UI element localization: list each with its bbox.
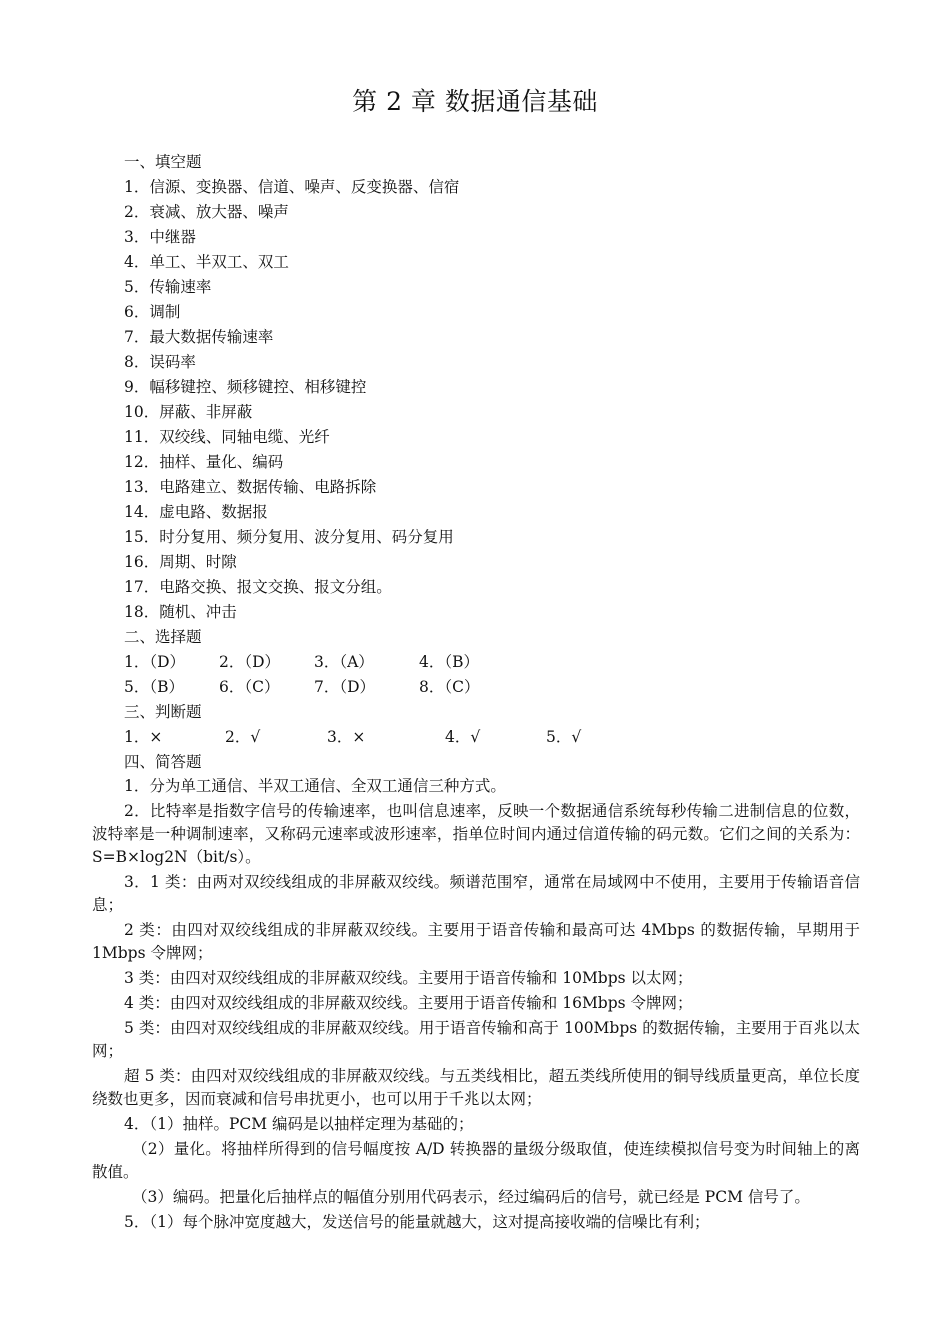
fill-item: 13．电路建立、数据传输、电路拆除 xyxy=(124,478,377,496)
page-title: 第 2 章 数据通信基础 xyxy=(352,87,598,116)
fill-item: 11．双绞线、同轴电缆、光纤 xyxy=(124,428,330,446)
choice-answer: 3．（A） xyxy=(314,653,374,671)
judge-answer: 1．× xyxy=(124,728,163,746)
fill-item: 9．幅移键控、频移键控、相移键控 xyxy=(124,378,367,396)
short-answer-paragraph: （3）编码。把量化后抽样点的幅值分别用代码表示，经过编码后的信号，就已经是 PCM 信号了。 xyxy=(132,1188,810,1206)
judge-answer: 4．√ xyxy=(445,728,481,746)
choice-answer: 1．（D） xyxy=(124,653,186,671)
section-heading-short: 四、简答题 xyxy=(124,753,202,771)
fill-item: 8．误码率 xyxy=(124,353,196,371)
short-answer-paragraph: 1．分为单工通信、半双工通信、全双工通信三种方式。 xyxy=(124,777,506,795)
short-answer-paragraph: 4．（1）抽样。PCM 编码是以抽样定理为基础的； xyxy=(124,1115,474,1133)
choice-answer: 5．（B） xyxy=(124,678,185,696)
short-answer-paragraph: 3．1 类：由两对双绞线组成的非屏蔽双绞线。频谱范围窄，通常在局域网中不使用，主要用于传输语音信息； xyxy=(92,873,860,914)
short-answer-paragraph: 4 类：由四对双绞线组成的非屏蔽双绞线。主要用于语音传输和 16Mbps 令牌网； xyxy=(124,994,693,1012)
judge-row xyxy=(92,725,860,750)
fill-item: 12．抽样、量化、编码 xyxy=(124,453,284,471)
judge-answer: 3．× xyxy=(327,728,366,746)
section-heading-judge: 三、判断题 xyxy=(124,703,202,721)
choice-answer: 8．（C） xyxy=(419,678,480,696)
short-answer-paragraph: 5 类：由四对双绞线组成的非屏蔽双绞线。用于语音传输和高于 100Mbps 的数据传输，主要用于百兆以太网； xyxy=(92,1019,860,1060)
choice-answer: 7．（D） xyxy=(314,678,376,696)
fill-item: 4．单工、半双工、双工 xyxy=(124,253,289,271)
short-answer-paragraph: 2 类：由四对双绞线组成的非屏蔽双绞线。主要用于语音传输和最高可达 4Mbps 的数据传输，早期用于 1Mbps 令牌网； xyxy=(92,921,860,962)
short-answer-paragraph: 超 5 类：由四对双绞线组成的非屏蔽双绞线。与五类线相比，超五类线所使用的铜导线质量更高，单位长度绕数也更多，因而衰减和信号串扰更小，也可以用于千兆以太网； xyxy=(92,1067,860,1108)
judge-answer: 2．√ xyxy=(225,728,261,746)
fill-item: 18．随机、冲击 xyxy=(124,603,237,621)
choice-answer: 2．（D） xyxy=(219,653,281,671)
fill-item: 15．时分复用、频分复用、波分复用、码分复用 xyxy=(124,528,454,546)
judge-answer: 5．√ xyxy=(546,728,582,746)
short-answer-paragraph: 5．（1）每个脉冲宽度越大，发送信号的能量就越大，这对提高接收端的信噪比有利； xyxy=(124,1213,710,1231)
fill-item: 1．信源、变换器、信道、噪声、反变换器、信宿 xyxy=(124,178,460,196)
choice-row xyxy=(92,650,860,675)
section-heading-choice: 二、选择题 xyxy=(124,628,202,646)
fill-item: 7．最大数据传输速率 xyxy=(124,328,274,346)
choice-answer: 6．（C） xyxy=(219,678,280,696)
fill-item: 17．电路交换、报文交换、报文分组。 xyxy=(124,578,392,596)
fill-item: 3．中继器 xyxy=(124,228,196,246)
fill-item: 10．屏蔽、非屏蔽 xyxy=(124,403,253,421)
fill-item: 2．衰减、放大器、噪声 xyxy=(124,203,289,221)
choice-row xyxy=(92,675,860,700)
fill-item: 6．调制 xyxy=(124,303,181,321)
choice-answer: 4．（B） xyxy=(419,653,480,671)
fill-item: 5．传输速率 xyxy=(124,278,212,296)
short-answer-paragraph: 3 类：由四对双绞线组成的非屏蔽双绞线。主要用于语音传输和 10Mbps 以太网； xyxy=(124,969,693,987)
section-heading-fill: 一、填空题 xyxy=(124,153,202,171)
short-answer-paragraph: （2）量化。将抽样所得到的信号幅度按 A/D 转换器的量级分级取值，使连续模拟信号变为时间轴上的离散值。 xyxy=(92,1140,860,1181)
fill-item: 14．虚电路、数据报 xyxy=(124,503,268,521)
fill-item: 16．周期、时隙 xyxy=(124,553,237,571)
document-body xyxy=(92,150,860,1236)
short-answer-paragraph: 2．比特率是指数字信号的传输速率，也叫信息速率，反映一个数据通信系统每秒传输二进制信息的位数，波特率是一种调制速率，又称码元速率或波形速率，指单位时间内通过信道传输的码元数。它们之间的关系为：S=B×log2N（bit/s）。 xyxy=(92,802,860,866)
